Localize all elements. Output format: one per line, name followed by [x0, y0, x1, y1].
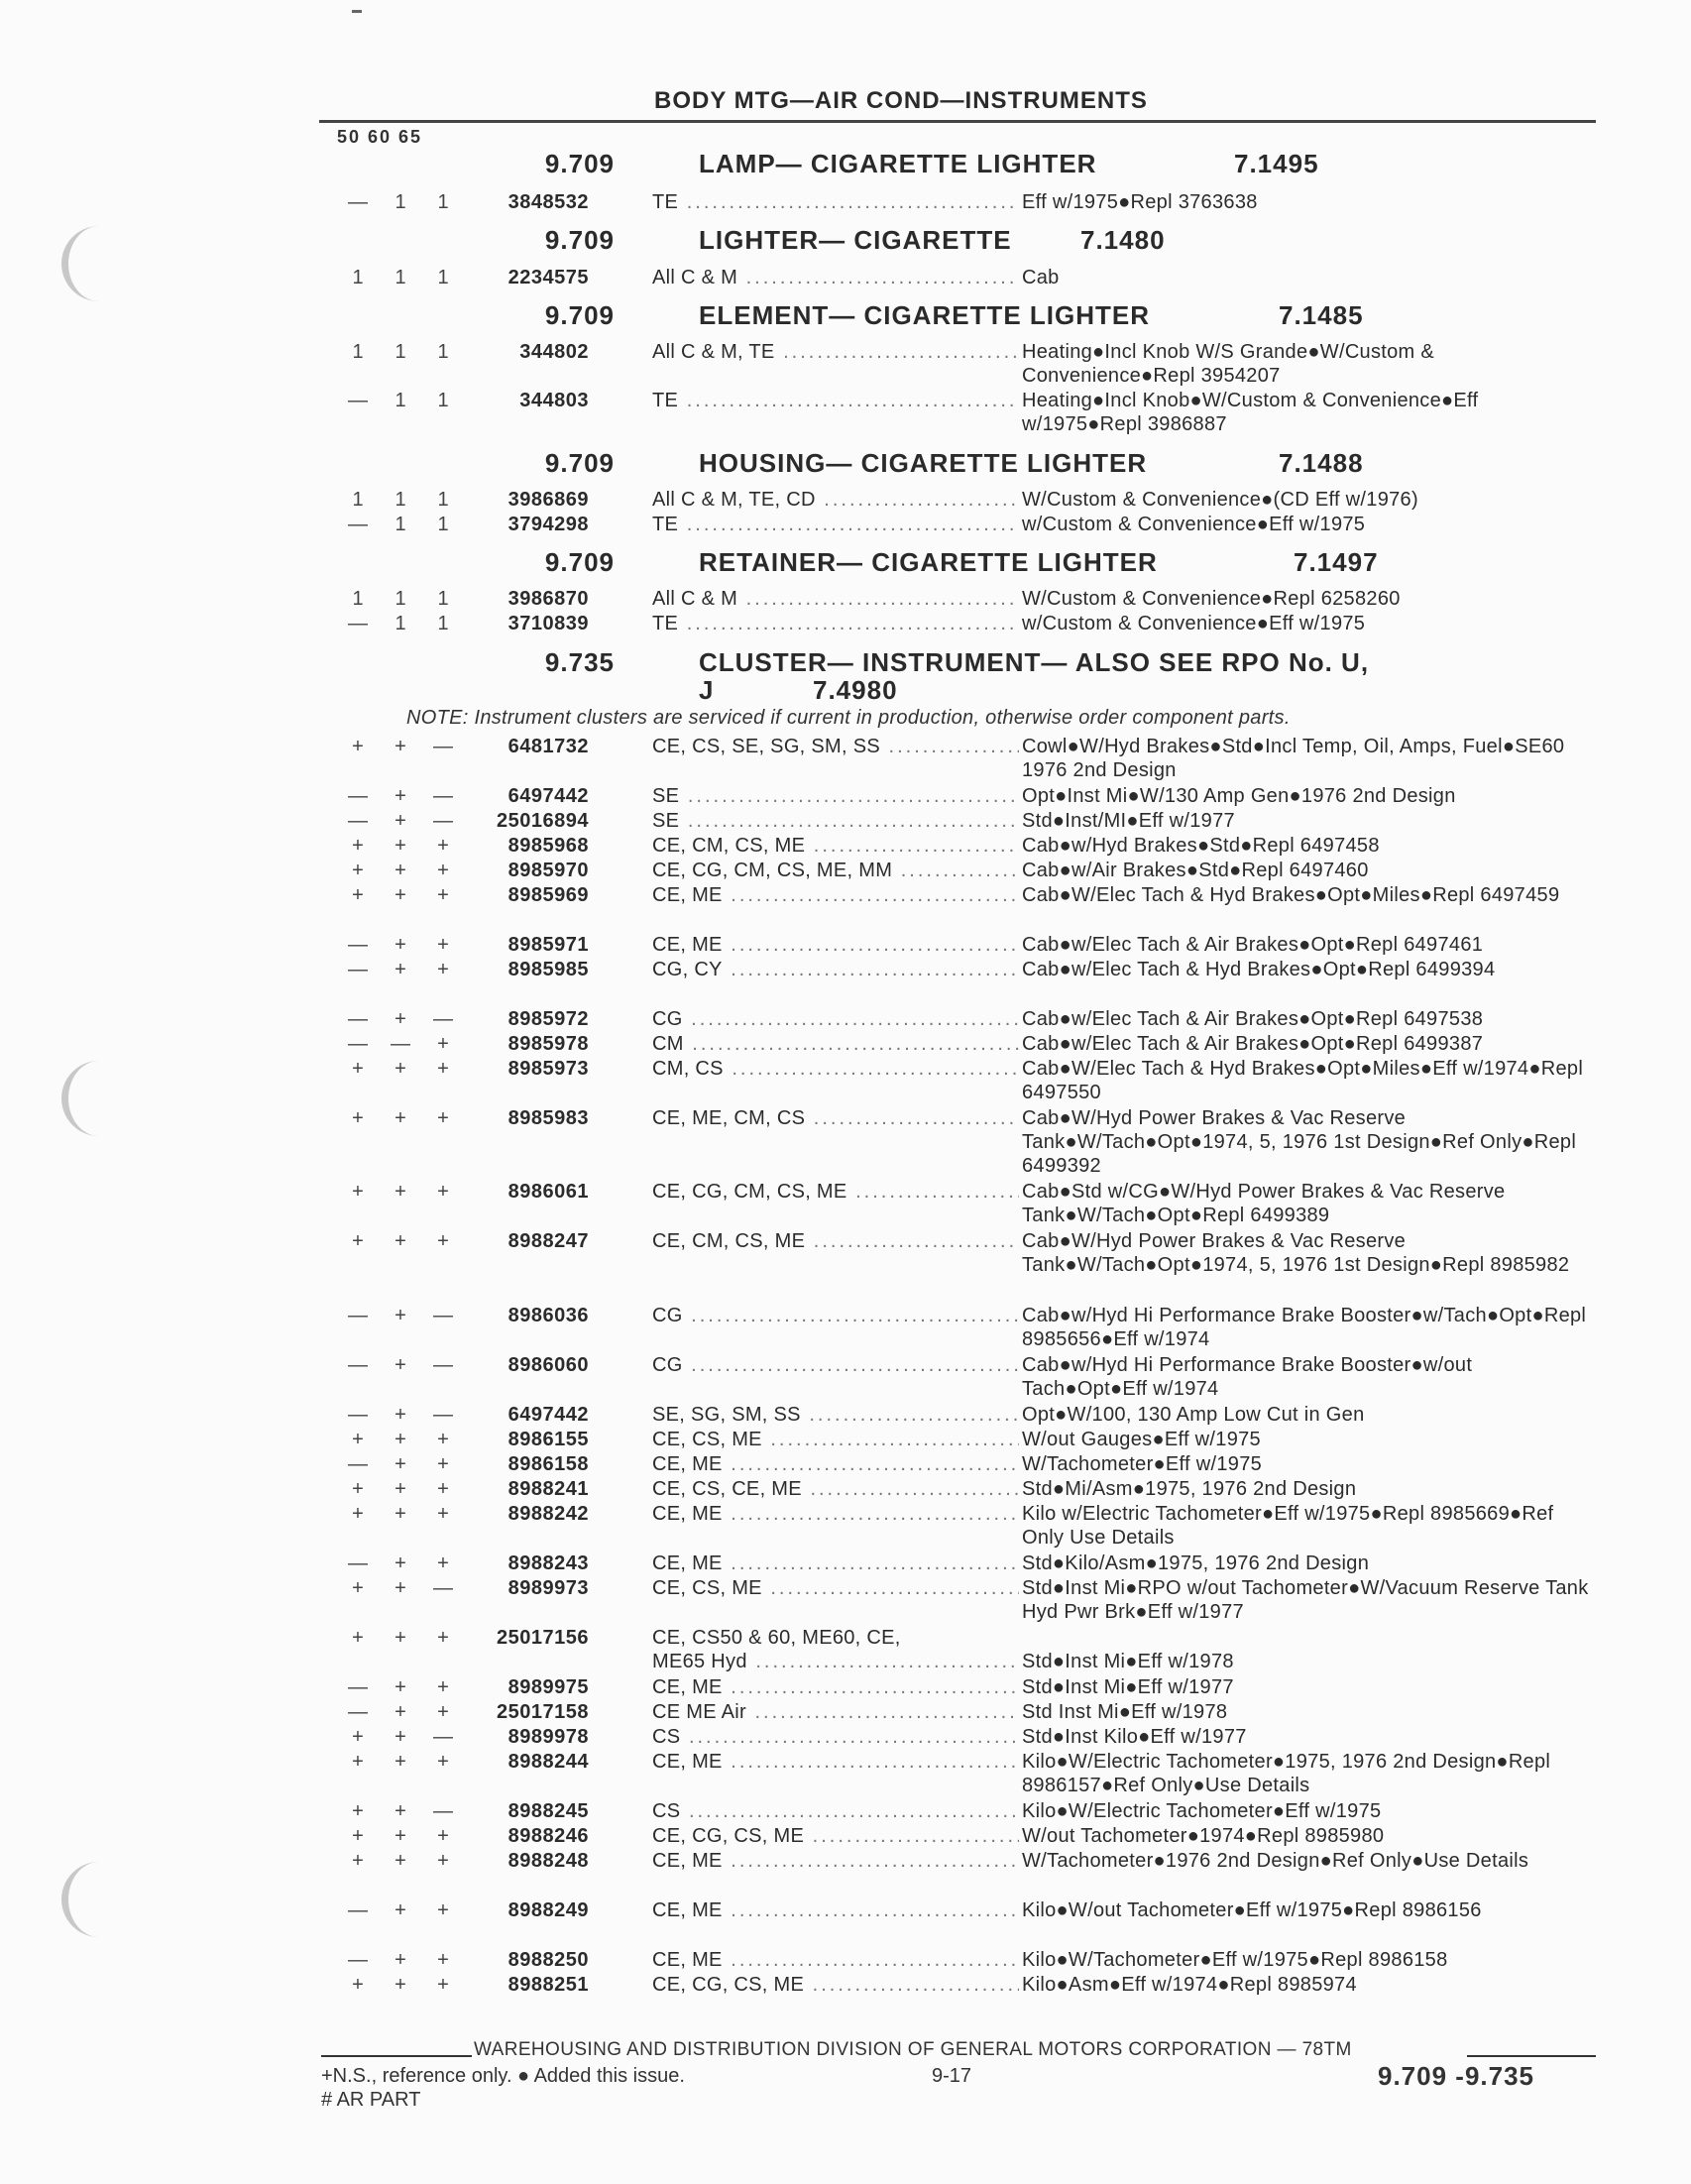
column-headers: 50 60 65	[337, 127, 423, 147]
part-description: W/out Tachometer●1974●Repl 8985980	[1022, 1825, 1385, 1847]
part-description: Kilo●W/Electric Tachometer●Eff w/1975	[1022, 1800, 1382, 1822]
group-title: LIGHTER— CIGARETTE	[699, 225, 1012, 255]
series-50-qty: +	[352, 1825, 364, 1847]
series-65-qty: 1	[437, 489, 449, 511]
series-65-qty: 1	[437, 390, 449, 411]
series-50-qty: —	[348, 1899, 368, 1921]
part-description: Cab●W/Hyd Power Brakes & Vac Reserve Tank●W/Tach●Opt●1974, 5, 1976 1st Design●Repl 8985982	[1022, 1230, 1570, 1276]
series-65-qty: —	[433, 1800, 453, 1822]
series-60-qty: +	[395, 1850, 406, 1872]
series-65-qty: —	[433, 810, 453, 832]
footer-rule-right	[1467, 2055, 1596, 2057]
series-60-qty: +	[395, 1949, 406, 1971]
part-description: Cab●W/Elec Tach & Hyd Brakes●Opt●Miles●Eff w/1974●Repl 6497550	[1022, 1058, 1584, 1103]
series-50-qty: —	[348, 514, 368, 535]
model-codes: CE, CM, CS, ME .....	[652, 1229, 1019, 1253]
series-50-qty: 1	[352, 341, 364, 363]
part-description: Std●Inst Mi●RPO w/out Tachometer●W/Vacuum Reserve Tank Hyd Pwr Brk●Eff w/1977	[1022, 1577, 1589, 1623]
header-rule	[319, 120, 1596, 123]
series-65-qty: 1	[437, 613, 449, 634]
part-number: 8988251	[507, 1974, 589, 1996]
model-codes: CE, ME .....	[652, 1552, 1019, 1575]
series-65-qty: +	[437, 1478, 449, 1500]
part-description: Std●Inst Kilo●Eff w/1977	[1022, 1726, 1247, 1748]
group-number: 9.709	[544, 448, 615, 478]
series-60-qty: +	[395, 1429, 406, 1450]
model-codes: All C & M .....	[652, 587, 1019, 611]
series-50-qty: +	[352, 1429, 364, 1450]
series-65-qty: 1	[437, 341, 449, 363]
group-title: HOUSING— CIGARETTE LIGHTER	[699, 448, 1148, 478]
series-50-qty: —	[348, 1453, 368, 1475]
model-codes: All C & M, TE, CD .....	[652, 488, 1019, 512]
series-65-qty: +	[437, 1503, 449, 1525]
model-codes: CE ME Air .....	[652, 1700, 1019, 1724]
part-description: W/Tachometer●1976 2nd Design●Ref Only●Use Details	[1022, 1850, 1529, 1872]
part-description: Std●Kilo/Asm●1975, 1976 2nd Design	[1022, 1552, 1370, 1574]
part-number: 8988248	[507, 1850, 589, 1872]
series-60-qty: +	[395, 1453, 406, 1475]
part-description: Kilo w/Electric Tachometer●Eff w/1975●Repl 8985669●Ref Only Use Details	[1022, 1503, 1554, 1549]
model-codes: SE, SG, SM, SS .....	[652, 1403, 1019, 1427]
series-60-qty: +	[395, 860, 406, 881]
series-65-qty: +	[437, 835, 449, 857]
part-number: 8989975	[507, 1676, 589, 1698]
series-65-qty: +	[437, 1107, 449, 1129]
series-65-qty: +	[437, 934, 449, 956]
series-65-qty: +	[437, 1058, 449, 1080]
group-heading	[0, 225, 1691, 259]
part-description: Cab●w/Hyd Brakes●Std●Repl 6497458	[1022, 835, 1380, 857]
part-number: 8986060	[507, 1354, 589, 1376]
series-60-qty: +	[395, 1701, 406, 1723]
part-description: W/Tachometer●Eff w/1975	[1022, 1453, 1263, 1475]
group-reference: 7.1488	[1279, 448, 1364, 478]
series-60-qty: +	[395, 884, 406, 906]
model-codes: CE, ME .....	[652, 1948, 1019, 1972]
series-60-qty: +	[395, 1354, 406, 1376]
series-50-qty: 1	[352, 489, 364, 511]
model-codes: CE, CG, CS, ME .....	[652, 1973, 1019, 1997]
part-number: 8988250	[507, 1949, 589, 1971]
part-number: 8986155	[507, 1429, 589, 1450]
series-60-qty: +	[395, 1899, 406, 1921]
series-60-qty: +	[395, 785, 406, 807]
part-description: Cab●w/Hyd Hi Performance Brake Booster●w/out Tach●Opt●Eff w/1974	[1022, 1354, 1473, 1400]
group-title: LAMP— CIGARETTE LIGHTER	[699, 149, 1097, 178]
series-50-qty: +	[352, 1751, 364, 1773]
series-65-qty: —	[433, 1577, 453, 1599]
part-description: W/Custom & Convenience●(CD Eff w/1976)	[1022, 489, 1418, 511]
group-note: NOTE: Instrument clusters are serviced if current in production, otherwise order component parts.	[406, 707, 1291, 729]
group-heading	[0, 149, 1691, 182]
series-65-qty: —	[433, 785, 453, 807]
footer-legend: +N.S., reference only. ● Added this issue.	[321, 2065, 685, 2087]
series-50-qty: +	[352, 884, 364, 906]
part-description: W/out Gauges●Eff w/1975	[1022, 1429, 1261, 1450]
part-number: 8988243	[507, 1552, 589, 1574]
part-number: 8985985	[507, 959, 589, 980]
series-65-qty: +	[437, 1181, 449, 1203]
series-50-qty: +	[352, 1058, 364, 1080]
part-number: 6497442	[507, 785, 589, 807]
part-description: Std●Inst Mi●Eff w/1978	[1022, 1651, 1234, 1672]
model-codes: CG, CY .....	[652, 958, 1019, 981]
series-60-qty: +	[395, 1751, 406, 1773]
series-50-qty: —	[348, 1033, 368, 1055]
series-65-qty: +	[437, 860, 449, 881]
part-description: Std●Inst/MI●Eff w/1977	[1022, 810, 1235, 832]
series-50-qty: +	[352, 1800, 364, 1822]
part-description: w/Custom & Convenience●Eff w/1975	[1022, 613, 1366, 634]
part-number: 8985983	[507, 1107, 589, 1129]
series-50-qty: +	[352, 1230, 364, 1252]
part-number: 25016894	[497, 810, 589, 832]
series-60-qty: 1	[395, 191, 406, 213]
part-description: W/Custom & Convenience●Repl 6258260	[1022, 588, 1401, 610]
series-65-qty: —	[433, 1354, 453, 1376]
series-60-qty: +	[395, 1404, 406, 1426]
part-number: 3710839	[507, 613, 589, 634]
part-description: Cab●w/Elec Tach & Air Brakes●Opt●Repl 6497538	[1022, 1008, 1484, 1030]
part-description: Heating●Incl Knob●W/Custom & Convenience●Eff w/1975●Repl 3986887	[1022, 390, 1479, 435]
series-65-qty: +	[437, 1899, 449, 1921]
model-codes: CG .....	[652, 1304, 1019, 1327]
series-50-qty: 1	[352, 588, 364, 610]
model-codes: TE .....	[652, 389, 1019, 412]
model-codes: CE, ME, CM, CS .....	[652, 1106, 1019, 1130]
series-60-qty: +	[395, 1107, 406, 1129]
series-50-qty: +	[352, 1181, 364, 1203]
series-50-qty: —	[348, 613, 368, 634]
model-codes: CE, CG, CM, CS, ME .....	[652, 1180, 1019, 1204]
footer-rule-left	[321, 2055, 472, 2057]
series-60-qty: +	[395, 1825, 406, 1847]
model-codes: CE, CG, CS, ME .....	[652, 1824, 1019, 1848]
model-codes: CG .....	[652, 1007, 1019, 1031]
group-number: 9.709	[544, 225, 615, 255]
series-50-qty: +	[352, 1627, 364, 1649]
part-description: Std●Mi/Asm●1975, 1976 2nd Design	[1022, 1478, 1357, 1500]
series-65-qty: +	[437, 1974, 449, 1996]
series-65-qty: +	[437, 1033, 449, 1055]
part-number: 3848532	[507, 191, 589, 213]
series-65-qty: 1	[437, 191, 449, 213]
part-number: 8986061	[507, 1181, 589, 1203]
model-codes: CE, ME .....	[652, 1849, 1019, 1873]
series-50-qty: —	[348, 1701, 368, 1723]
part-description: Std Inst Mi●Eff w/1978	[1022, 1701, 1228, 1723]
part-number: 8988241	[507, 1478, 589, 1500]
model-codes: CM .....	[652, 1032, 1019, 1056]
series-65-qty: +	[437, 1676, 449, 1698]
group-number: 9.735	[544, 647, 615, 677]
group-reference: 7.4980	[813, 675, 898, 705]
part-description: w/Custom & Convenience●Eff w/1975	[1022, 514, 1366, 535]
model-codes: CE, ME .....	[652, 933, 1019, 957]
series-50-qty: —	[348, 1676, 368, 1698]
series-50-qty: +	[352, 1726, 364, 1748]
part-number: 8988246	[507, 1825, 589, 1847]
part-description: Opt●W/100, 130 Amp Low Cut in Gen	[1022, 1404, 1365, 1426]
series-50-qty: —	[348, 1404, 368, 1426]
part-number: 8985968	[507, 835, 589, 857]
series-50-qty: —	[348, 959, 368, 980]
series-60-qty: +	[395, 1676, 406, 1698]
model-codes-continued: ME65 Hyd .....	[652, 1650, 1019, 1673]
model-codes: SE .....	[652, 784, 1019, 808]
model-codes: CE, ME .....	[652, 1898, 1019, 1922]
group-title: RETAINER— CIGARETTE LIGHTER	[699, 547, 1158, 577]
series-65-qty: —	[433, 736, 453, 757]
series-60-qty: +	[395, 1726, 406, 1748]
model-codes: CG .....	[652, 1353, 1019, 1377]
part-description: Cab●w/Air Brakes●Std●Repl 6497460	[1022, 860, 1369, 881]
part-number: 6481732	[507, 736, 589, 757]
model-codes: CS .....	[652, 1799, 1019, 1823]
part-description: Eff w/1975●Repl 3763638	[1022, 191, 1258, 213]
model-codes: CE, CS, ME .....	[652, 1428, 1019, 1451]
part-number: 8989973	[507, 1577, 589, 1599]
part-number: 3794298	[507, 514, 589, 535]
series-60-qty: +	[395, 1181, 406, 1203]
model-codes: CE, CG, CM, CS, ME, MM .....	[652, 859, 1019, 882]
footer-ar-part: # AR PART	[321, 2089, 421, 2111]
series-60-qty: 1	[395, 341, 406, 363]
series-65-qty: +	[437, 1825, 449, 1847]
series-65-qty: 1	[437, 514, 449, 535]
part-number: 8988244	[507, 1751, 589, 1773]
model-codes: CE, CS, ME .....	[652, 1576, 1019, 1600]
group-number: 9.709	[544, 149, 615, 178]
model-codes: CE, CS, CE, ME .....	[652, 1477, 1019, 1501]
part-number: 8989978	[507, 1726, 589, 1748]
part-number: 8985973	[507, 1058, 589, 1080]
series-65-qty: +	[437, 1751, 449, 1773]
part-number: 8988242	[507, 1503, 589, 1525]
series-60-qty: +	[395, 1974, 406, 1996]
series-50-qty: —	[348, 1305, 368, 1326]
series-60-qty: —	[391, 1033, 410, 1055]
part-number: 2234575	[507, 267, 589, 288]
series-50-qty: —	[348, 1008, 368, 1030]
model-codes: CE, ME .....	[652, 1750, 1019, 1774]
series-50-qty: —	[348, 785, 368, 807]
part-description: Kilo●W/Tachometer●Eff w/1975●Repl 8986158	[1022, 1949, 1448, 1971]
group-reference: 7.1497	[1294, 547, 1379, 577]
series-60-qty: 1	[395, 390, 406, 411]
footer-division: WAREHOUSING AND DISTRIBUTION DIVISION OF GENERAL MOTORS CORPORATION — 78TM	[474, 2039, 1352, 2060]
series-60-qty: +	[395, 1058, 406, 1080]
group-reference: 7.1485	[1279, 300, 1364, 330]
group-title-continued: J	[699, 675, 715, 705]
group-reference: 7.1495	[1234, 149, 1319, 178]
series-65-qty: —	[433, 1404, 453, 1426]
part-number: 6497442	[507, 1404, 589, 1426]
part-number: 344802	[519, 341, 589, 363]
part-description: Cab●W/Elec Tach & Hyd Brakes●Opt●Miles●Repl 6497459	[1022, 884, 1560, 906]
part-description: Cab●w/Elec Tach & Hyd Brakes●Opt●Repl 6499394	[1022, 959, 1496, 980]
model-codes: CE, CS, SE, SG, SM, SS .....	[652, 735, 1019, 758]
series-50-qty: 1	[352, 267, 364, 288]
series-60-qty: +	[395, 835, 406, 857]
series-65-qty: —	[433, 1726, 453, 1748]
page-range: 9.709 -9.735	[1378, 2061, 1535, 2091]
part-description: Cab●Std w/CG●W/Hyd Power Brakes & Vac Reserve Tank●W/Tach●Opt●Repl 6499389	[1022, 1181, 1506, 1226]
part-description: Cab●w/Elec Tach & Air Brakes●Opt●Repl 6499387	[1022, 1033, 1484, 1055]
series-50-qty: —	[348, 1552, 368, 1574]
series-60-qty: +	[395, 1552, 406, 1574]
series-60-qty: +	[395, 1503, 406, 1525]
model-codes: CS .....	[652, 1725, 1019, 1749]
part-number: 3986869	[507, 489, 589, 511]
series-60-qty: +	[395, 736, 406, 757]
series-65-qty: +	[437, 884, 449, 906]
series-65-qty: +	[437, 1453, 449, 1475]
model-codes: TE .....	[652, 513, 1019, 536]
series-50-qty: +	[352, 860, 364, 881]
group-number: 9.709	[544, 300, 615, 330]
model-codes: CE, ME .....	[652, 1502, 1019, 1526]
model-codes: TE .....	[652, 190, 1019, 214]
model-codes: CE, ME .....	[652, 883, 1019, 907]
part-number: 344803	[519, 390, 589, 411]
series-50-qty: —	[348, 191, 368, 213]
part-number: 8988247	[507, 1230, 589, 1252]
series-50-qty: +	[352, 1974, 364, 1996]
series-50-qty: +	[352, 1577, 364, 1599]
series-60-qty: +	[395, 810, 406, 832]
series-50-qty: +	[352, 1478, 364, 1500]
series-60-qty: 1	[395, 588, 406, 610]
series-60-qty: +	[395, 1627, 406, 1649]
series-60-qty: +	[395, 1008, 406, 1030]
part-number: 8985972	[507, 1008, 589, 1030]
part-description: Cab●w/Elec Tach & Air Brakes●Opt●Repl 6497461	[1022, 934, 1484, 956]
part-description: Cab	[1022, 267, 1060, 288]
model-codes: TE .....	[652, 612, 1019, 635]
series-50-qty: +	[352, 1503, 364, 1525]
page-number: 9-17	[932, 2065, 972, 2087]
part-number: 8985971	[507, 934, 589, 956]
series-60-qty: 1	[395, 514, 406, 535]
series-50-qty: —	[348, 810, 368, 832]
series-60-qty: +	[395, 1577, 406, 1599]
part-description: Std●Inst Mi●Eff w/1977	[1022, 1676, 1234, 1698]
part-description: Kilo●W/Electric Tachometer●1975, 1976 2nd Design●Repl 8986157●Ref Only●Use Details	[1022, 1751, 1551, 1796]
scan-mark	[352, 10, 362, 13]
series-50-qty: +	[352, 736, 364, 757]
part-number: 8985978	[507, 1033, 589, 1055]
series-60-qty: +	[395, 1800, 406, 1822]
model-codes: SE .....	[652, 809, 1019, 833]
model-codes: CE, CS50 & 60, ME60, CE,	[652, 1627, 901, 1649]
part-description: Heating●Incl Knob W/S Grande●W/Custom & Convenience●Repl 3954207	[1022, 341, 1435, 387]
series-65-qty: +	[437, 1429, 449, 1450]
series-65-qty: —	[433, 1305, 453, 1326]
series-60-qty: 1	[395, 267, 406, 288]
group-heading	[0, 300, 1691, 334]
series-60-qty: 1	[395, 489, 406, 511]
group-heading	[0, 547, 1691, 581]
series-65-qty: +	[437, 1552, 449, 1574]
model-codes: CE, CM, CS, ME .....	[652, 834, 1019, 858]
part-description: Cab●w/Hyd Hi Performance Brake Booster●w/Tach●Opt●Repl 8985656●Eff w/1974	[1022, 1305, 1587, 1350]
series-50-qty: +	[352, 1107, 364, 1129]
series-60-qty: 1	[395, 613, 406, 634]
part-number: 8986158	[507, 1453, 589, 1475]
punch-hole-middle	[61, 1061, 128, 1136]
group-number: 9.709	[544, 547, 615, 577]
series-65-qty: 1	[437, 588, 449, 610]
series-50-qty: —	[348, 1354, 368, 1376]
model-codes: CE, ME .....	[652, 1452, 1019, 1476]
series-60-qty: +	[395, 959, 406, 980]
series-50-qty: +	[352, 835, 364, 857]
series-60-qty: +	[395, 1305, 406, 1326]
group-title: CLUSTER— INSTRUMENT— ALSO SEE RPO No. U,	[699, 647, 1370, 677]
part-number: 8985969	[507, 884, 589, 906]
series-65-qty: +	[437, 1627, 449, 1649]
model-codes: All C & M, TE .....	[652, 340, 1019, 364]
part-number: 8986036	[507, 1305, 589, 1326]
series-65-qty: —	[433, 1008, 453, 1030]
part-description: Cab●W/Hyd Power Brakes & Vac Reserve Tank●W/Tach●Opt●1974, 5, 1976 1st Design●Ref Only●Repl 6499392	[1022, 1107, 1577, 1177]
part-description: Cowl●W/Hyd Brakes●Std●Incl Temp, Oil, Amps, Fuel●SE60 1976 2nd Design	[1022, 736, 1565, 781]
series-60-qty: +	[395, 934, 406, 956]
group-title: ELEMENT— CIGARETTE LIGHTER	[699, 300, 1150, 330]
part-number: 8985970	[507, 860, 589, 881]
series-50-qty: —	[348, 1949, 368, 1971]
group-heading	[0, 647, 1691, 705]
series-65-qty: +	[437, 1850, 449, 1872]
part-number: 25017156	[497, 1627, 589, 1649]
series-60-qty: +	[395, 1478, 406, 1500]
part-number: 8988249	[507, 1899, 589, 1921]
series-50-qty: —	[348, 934, 368, 956]
series-65-qty: +	[437, 1230, 449, 1252]
series-65-qty: +	[437, 1701, 449, 1723]
series-50-qty: +	[352, 1850, 364, 1872]
part-description: Opt●Inst Mi●W/130 Amp Gen●1976 2nd Design	[1022, 785, 1456, 807]
part-description: Kilo●Asm●Eff w/1974●Repl 8985974	[1022, 1974, 1357, 1996]
series-65-qty: +	[437, 959, 449, 980]
series-65-qty: 1	[437, 267, 449, 288]
series-50-qty: —	[348, 390, 368, 411]
part-description: Kilo●W/out Tachometer●Eff w/1975●Repl 8986156	[1022, 1899, 1482, 1921]
model-codes: CM, CS .....	[652, 1057, 1019, 1081]
part-number: 25017158	[497, 1701, 589, 1723]
group-reference: 7.1480	[1080, 225, 1166, 255]
group-heading	[0, 448, 1691, 482]
model-codes: CE, ME .....	[652, 1675, 1019, 1699]
part-number: 3986870	[507, 588, 589, 610]
part-number: 8988245	[507, 1800, 589, 1822]
punch-hole-bottom	[61, 1862, 128, 1937]
model-codes: All C & M .....	[652, 266, 1019, 289]
series-65-qty: +	[437, 1949, 449, 1971]
page-title: BODY MTG—AIR COND—INSTRUMENTS	[654, 87, 1148, 114]
series-60-qty: +	[395, 1230, 406, 1252]
